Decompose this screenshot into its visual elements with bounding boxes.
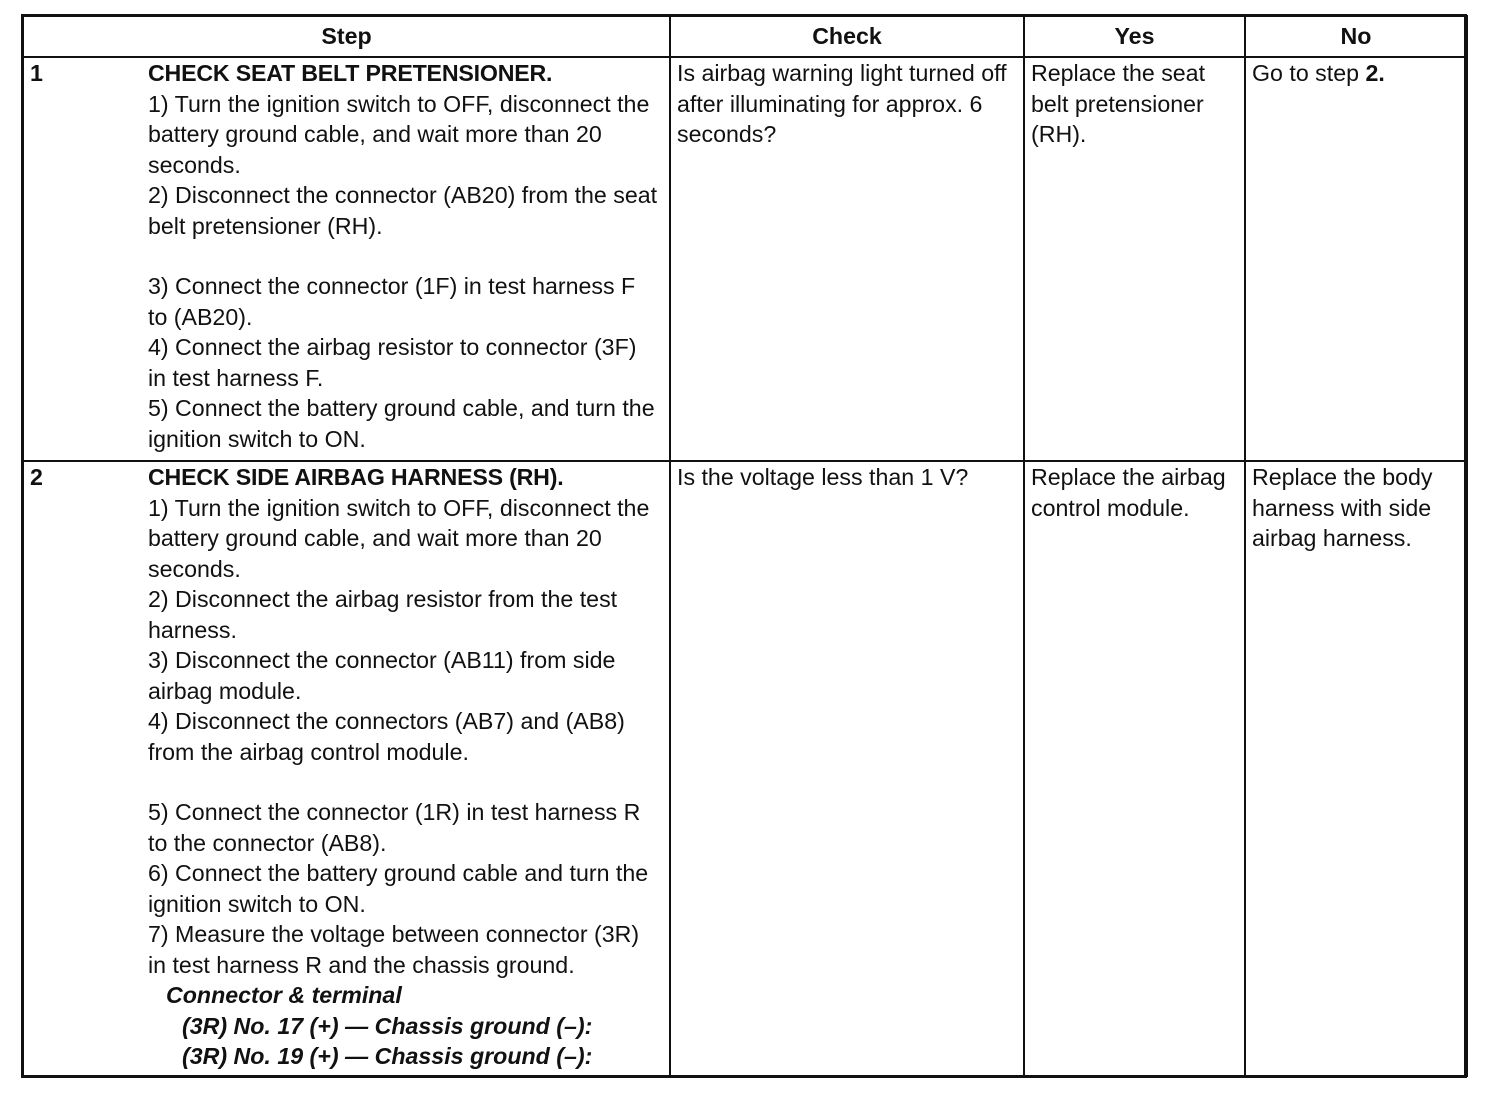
spacer xyxy=(148,241,659,271)
header-yes: Yes xyxy=(1024,16,1245,57)
step-cell xyxy=(23,57,670,461)
table-row xyxy=(23,57,1467,461)
step-number: 1 xyxy=(30,60,43,86)
yes-text: Replace the seat belt pretensioner (RH). xyxy=(1031,60,1206,147)
header-step: Step xyxy=(23,16,670,57)
yes-cell xyxy=(1024,57,1245,461)
no-cell xyxy=(1245,57,1467,461)
connector-terminal-line: (3R) No. 19 (+) — Chassis ground (–): xyxy=(182,1043,593,1069)
header-row xyxy=(23,16,1467,57)
connector-terminal-label: Connector & terminal xyxy=(166,982,402,1008)
instruction: 2) Disconnect the connector (AB20) from the seat belt pretensioner (RH). xyxy=(148,182,658,239)
no-cell xyxy=(1245,461,1467,1076)
instruction: 1) Turn the ignition switch to OFF, disconnect the battery ground cable, and wait more than 20 seconds. xyxy=(148,494,650,582)
yes-text: Replace the airbag control module. xyxy=(1031,464,1226,521)
instruction: 4) Disconnect the connectors (AB7) and (AB8) from the airbag control module. xyxy=(148,708,625,765)
no-text: Go to step xyxy=(1252,60,1366,86)
diagnostic-table xyxy=(22,15,1468,1077)
step-body xyxy=(148,462,663,1072)
instruction: 3) Connect the connector (1F) in test harness F to (AB20). xyxy=(148,273,636,330)
instruction: 4) Connect the airbag resistor to connector (3F) in test harness F. xyxy=(148,334,637,391)
instruction: 1) Turn the ignition switch to OFF, disconnect the battery ground cable, and wait more than 20 seconds. xyxy=(148,90,650,178)
table-row xyxy=(23,461,1467,1076)
instruction: 5) Connect the battery ground cable, and turn the ignition switch to ON. xyxy=(148,395,655,452)
instruction: 7) Measure the voltage between connector (3R) in test harness R and the chassis ground. xyxy=(148,921,640,978)
step-number: 2 xyxy=(30,464,43,490)
instruction: 5) Connect the connector (1R) in test harness R to the connector (AB8). xyxy=(148,799,641,856)
no-step-ref: 2. xyxy=(1365,60,1385,86)
spacer xyxy=(148,767,659,797)
instruction: 2) Disconnect the airbag resistor from the test harness. xyxy=(148,586,618,643)
yes-cell xyxy=(1024,461,1245,1076)
header-check: Check xyxy=(670,16,1024,57)
instruction: 6) Connect the battery ground cable and turn the ignition switch to ON. xyxy=(148,860,649,917)
header-no: No xyxy=(1245,16,1467,57)
check-cell xyxy=(670,461,1024,1076)
step-title: CHECK SEAT BELT PRETENSIONER. xyxy=(148,60,553,86)
check-text: Is the voltage less than 1 V? xyxy=(677,464,969,490)
check-cell xyxy=(670,57,1024,461)
step-title: CHECK SIDE AIRBAG HARNESS (RH). xyxy=(148,464,564,490)
check-text: Is airbag warning light turned off after illuminating for approx. 6 seconds? xyxy=(677,60,1007,147)
no-text: Replace the body harness with side airbag harness. xyxy=(1252,464,1433,551)
connector-terminal-line: (3R) No. 17 (+) — Chassis ground (–): xyxy=(182,1012,593,1039)
instruction: 3) Disconnect the connector (AB11) from side airbag module. xyxy=(148,647,616,704)
step-body xyxy=(148,58,663,454)
step-cell xyxy=(23,461,670,1076)
